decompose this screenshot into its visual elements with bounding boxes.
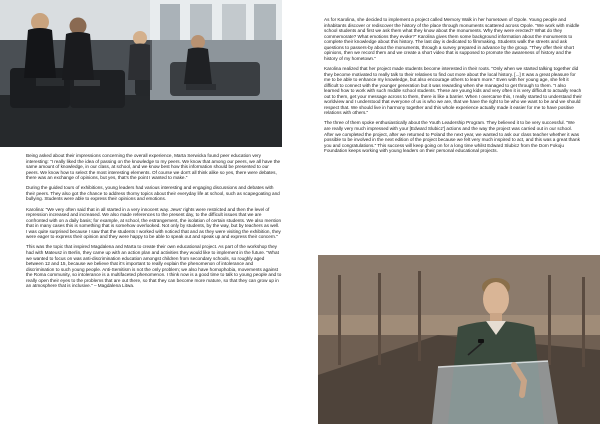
right-paragraph-1: As for Karolina, she decided to implement a project called Memory Walk in her hometown of Opole. Young people and inhabitants discover or rediscover the history of the place through monuments scattered across Opole. "We work with middle school students and first we ask them what they know about the monuments. Why they were erected? What do they commemorate? What emotions they evoke?" Karolina gives them some background information about the monuments to complete their knowledge about this history. The last day is dedicated to filmmaking. Students walk the streets and ask questions to passers-by about the monuments, through a survey prepared in advance by the group. "They offer their short opinions, then we record them and we create a short video that is supposed to promote the awareness of history and the history of my hometown." — [324, 17, 580, 61]
left-paragraph-1: Being asked about their impressions concerning the overall experience, Marta Serwicka found peer education very interesting: "I really liked the idea of passing on the knowledge to my peers. We know that among our peers, we all have the same amount of knowledge, in our class, at school, and we know best how this information should be presented to our peers. We know how to select the most interesting elements. Of course we don't all think alike so yes, there were debates, there was an exchange of opinions, but yes, that's the point I wanted to make." — [26, 153, 281, 181]
right-article-column — [324, 17, 582, 158]
left-paragraph-2: During the guided tours of exhibitions, young leaders had various interesting and engaging discussions and debates with their peers. They also got the chance to address thorny topics about their everyday life at school, such as scapegoating and bullying. Students were able to express their opinions and emotions. — [26, 185, 280, 202]
right-paragraph-3: The three of them spoke enthusiastically about the Youth Leadership Program. They believed it to be very successful. "We are really very much impressed with your [Edward Slubicz'] actions and the way the project was carried out in our school. After we completed the project, after we returned to Poland the next year, we wanted to ask our class teacher whether it was possible to be involved in the next edition of the project because we felt very much inspired to act, and this was a great thank you and congratulations." This success will keep going on for a long time whilst Edward Slubicz from the Dom Fokoju Foundation keeps working with young leaders on their personal educational projects. — [324, 120, 580, 154]
left-paragraph-3: Karolina: "We very often said that in all started in a very innocent way. Jews' rights were restricted and then the level of repression increased and increased. We also made references to the present day, to the difficult issues that we are confronted with on a daily basis; for example, at school, the estrangement, the isolation of certain students. We also mention that in many cases this is something that is somehow overlooked. Not only by students, by the way, but by teachers as well. I was quite surprised because I saw that the students I worked with noticed that and as they were visiting the exhibition, they were eager to express their opinion and they were happy to be able to speak out and speak up and express their concern." — [26, 206, 282, 240]
left-article-column — [26, 153, 282, 293]
right-paragraph-2: Karolina realized that her project made students become interested in their roots. "Only when we started talking together did they become motivated to really talk to their relatives to find out more about the local history. [...] It was a great pleasure for me to be able to enhance my knowledge, but also encourage others to learn more." Even with her young age, she felt it difficult to connect with the younger generation but it was rewarding when she managed to get through to them. "I also learned how to work with such middle school students. These are young kids and very often it is very difficult to actually reach out to them, get your message across to them, there is like a barrier. When I overcame this, I really started to understand their worldview and I understood that everyone of us is who we are, that we have the right to be who we want to be and we should respect that. We should live in harmony together and this whole experience actually made it easier for me to have positive relations with others." — [324, 65, 582, 116]
left-paragraph-4: This was the topic that inspired Magdalena and Marta to create their own educational project. As part of the workshop they had with Mateusz in Berlin, they came up with an action plan and activities they would like to implement in the future. "What we wanted to focus on was anti-discrimination education amongst children from secondary schools, so roughly aged between 12 and 15, because we believe that it's important to really explain the phenomenon of intolerance and discrimination to such young people. Anti-Semitism is not the only problem; we also have homophobia, movements against the Roma community, so intolerance is a multifaceted phenomenon. I think now is a good time to talk to young people and to really open their eyes to the problems that are out there, so that they can become more mature, so that they can grow up in an atmosphere that is inclusive." – Magdalena Litwa. — [26, 244, 282, 289]
speaker-at-lectern-photo — [318, 255, 600, 424]
panel-discussion-photo — [0, 0, 282, 147]
